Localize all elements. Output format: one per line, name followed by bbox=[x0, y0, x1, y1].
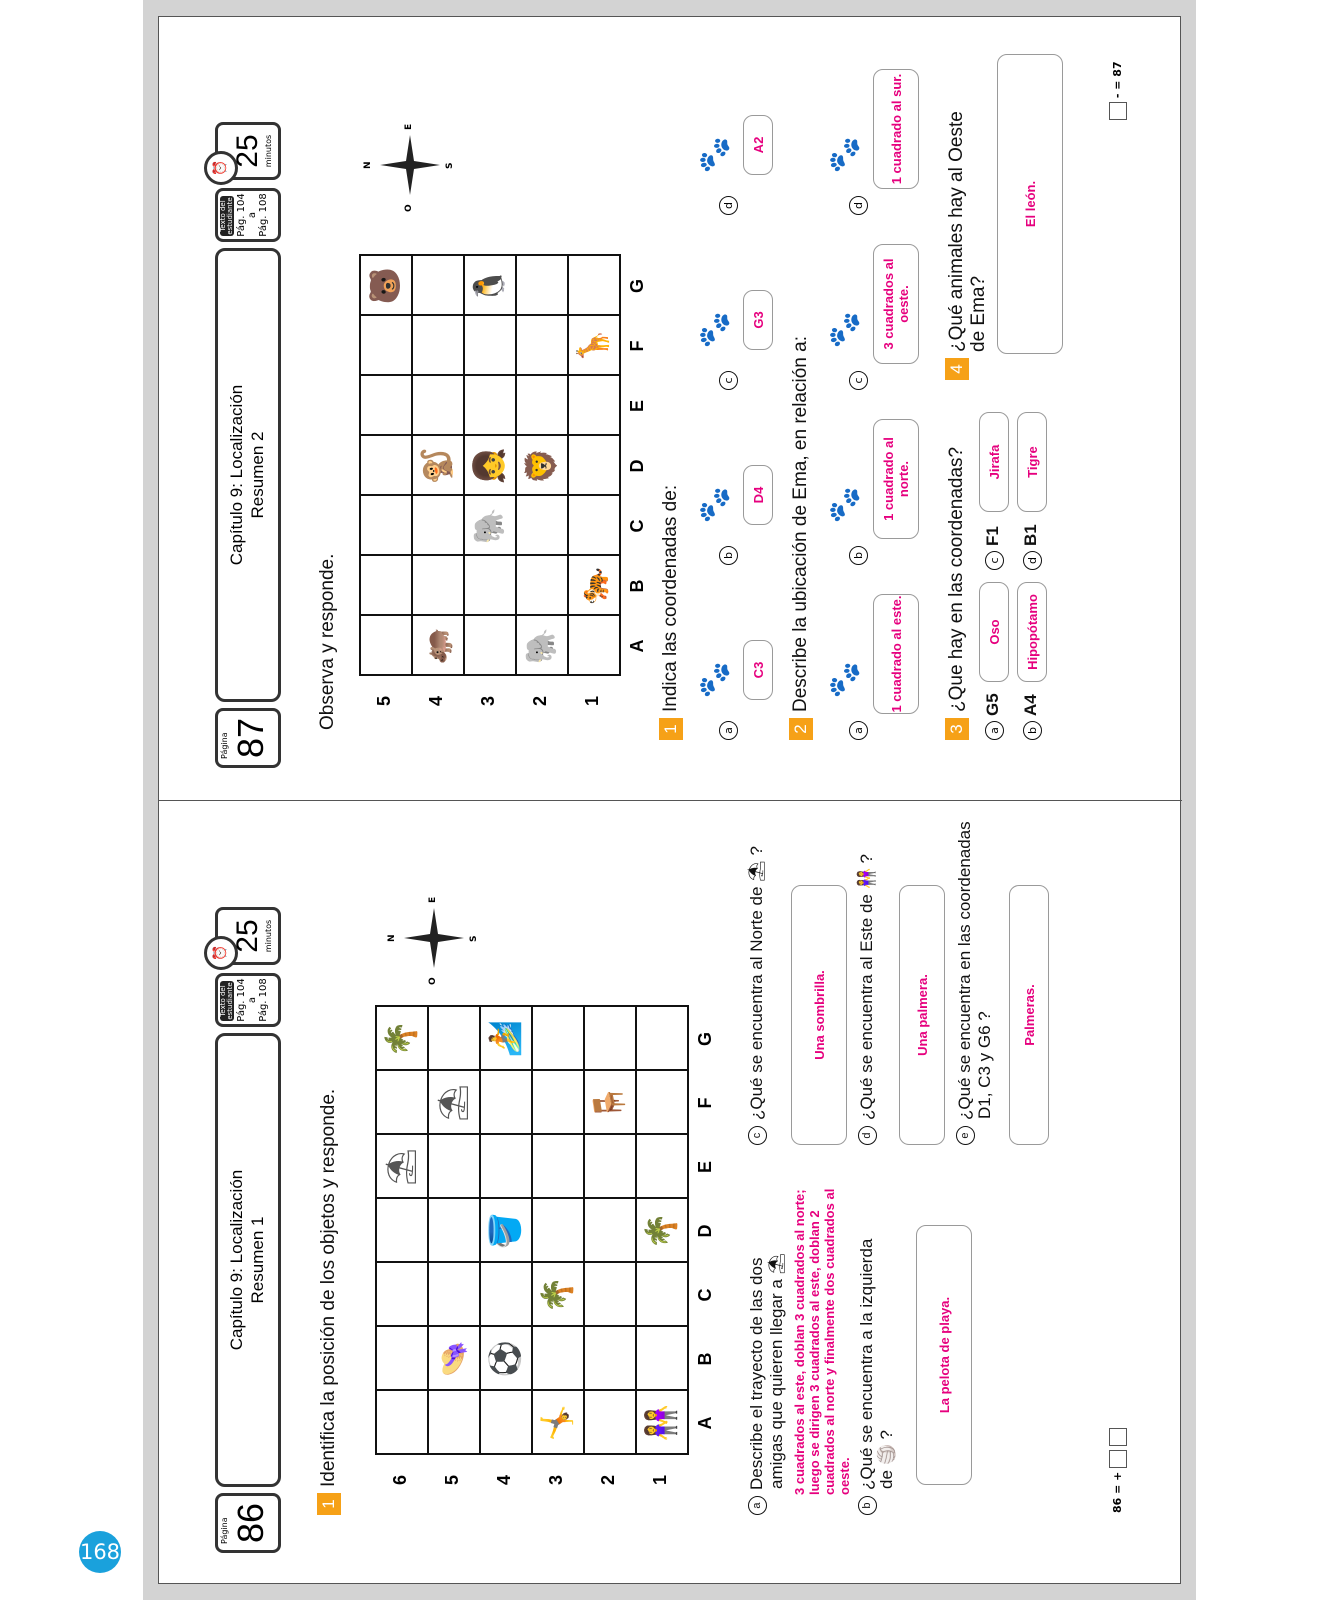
animal-icon: 🐾 bbox=[826, 311, 862, 349]
hippo-icon: 🦛 bbox=[419, 627, 455, 665]
chapter-title-box bbox=[215, 1033, 281, 1487]
palm-tree-icon: 🌴 bbox=[539, 1276, 575, 1314]
time-box bbox=[215, 907, 281, 965]
compass-rose-icon bbox=[363, 123, 455, 212]
grid-cell-E3 bbox=[531, 1133, 585, 1199]
grid-cell-A5 bbox=[427, 1389, 481, 1455]
answer-1-a: C3 bbox=[750, 661, 766, 679]
col-label-F: F bbox=[695, 1097, 715, 1109]
grid-cell-G3 bbox=[531, 1005, 585, 1071]
chapter-title-box bbox=[215, 248, 281, 702]
beach-ball-icon: ⚽ bbox=[487, 1340, 523, 1378]
right-footer bbox=[1109, 61, 1127, 120]
answer-1-d: A2 bbox=[750, 136, 766, 154]
qd-text: ¿Qué se encuentra al Este de bbox=[857, 894, 876, 1120]
answer-2-a-box[interactable] bbox=[873, 594, 919, 714]
answer-3-d-box[interactable] bbox=[1017, 412, 1047, 512]
footer-box-1[interactable] bbox=[1109, 102, 1127, 120]
letter-c: c bbox=[748, 1126, 767, 1145]
umbrella-icon: ⛱ bbox=[767, 1252, 787, 1275]
hat-icon: 👒 bbox=[435, 1340, 471, 1378]
question-3-text: ¿Que hay en las coordenadas? bbox=[946, 446, 968, 712]
grid-cell-B5 bbox=[359, 554, 413, 616]
qc-text: ¿Qué se encuentra al Norte de bbox=[747, 886, 766, 1120]
textbook-reference bbox=[215, 973, 281, 1027]
letter-d: d bbox=[1023, 551, 1042, 570]
question-a bbox=[747, 1135, 787, 1515]
grid-cell-E5 bbox=[359, 374, 413, 436]
coord-d: B1 bbox=[1021, 524, 1040, 546]
question-1-heading bbox=[317, 1089, 341, 1515]
col-label-E: E bbox=[695, 1161, 715, 1174]
ref-line-3: Pág. 108 bbox=[258, 978, 269, 1022]
answer-d: Una palmera. bbox=[914, 974, 930, 1056]
col-label-G: G bbox=[695, 1032, 715, 1047]
answer-a-box[interactable] bbox=[791, 1155, 853, 1495]
answer-1-a-box[interactable] bbox=[743, 640, 773, 700]
page-87 bbox=[159, 17, 1182, 801]
question-1-text: Identifica la posición de los objetos y responde. bbox=[318, 1088, 340, 1487]
question-2-text: Describe la ubicación de Ema, en relación a: bbox=[790, 336, 812, 712]
grid-cell-E3 bbox=[463, 374, 517, 436]
col-label-G: G bbox=[627, 279, 647, 294]
col-label-B: B bbox=[627, 579, 647, 593]
letter-d: d bbox=[849, 196, 868, 215]
friends-icon: 👭 bbox=[857, 868, 876, 890]
grid-cell-B3 bbox=[463, 554, 517, 616]
girl-icon: 👧 bbox=[471, 447, 507, 485]
qa-text-1: Describe el trayecto de las dos bbox=[747, 1257, 766, 1490]
compass-o: O bbox=[428, 977, 438, 985]
footer-box-1[interactable] bbox=[1109, 1450, 1127, 1468]
bear-icon: 🐻 bbox=[367, 267, 403, 305]
grid-cell-B2 bbox=[583, 1325, 637, 1391]
answer-e-box[interactable] bbox=[1009, 885, 1049, 1145]
animal-icon: 🐾 bbox=[826, 486, 862, 524]
deckchair-icon: ⛱ bbox=[747, 860, 766, 882]
letter-c: c bbox=[985, 551, 1004, 570]
grid-cell-G5 bbox=[427, 1005, 481, 1071]
answer-2-c: 3 cuadrados al oeste. bbox=[881, 258, 911, 350]
elephant-icon: 🐾 bbox=[696, 661, 732, 699]
bucket-icon: 🪣 bbox=[487, 1212, 523, 1250]
question-4-text-1: ¿Qué animales hay al Oeste bbox=[946, 111, 968, 352]
question-number-badge: 1 bbox=[659, 718, 683, 740]
grid-cell-C2 bbox=[583, 1261, 637, 1327]
row-label-3: 3 bbox=[478, 696, 498, 707]
monkey-icon: 🐾 bbox=[696, 486, 732, 524]
answer-3-a: Oso bbox=[986, 619, 1002, 645]
time-minutes: 25 bbox=[231, 919, 264, 953]
compass-e: E bbox=[428, 896, 438, 903]
answer-b: La pelota de playa. bbox=[936, 1296, 952, 1414]
ref-line-1: Pág. 104 bbox=[236, 193, 247, 237]
row-label-5: 5 bbox=[442, 1475, 462, 1486]
coordinate-grid bbox=[359, 256, 647, 716]
umbrella-icon: ⛱ bbox=[435, 1083, 471, 1123]
answer-4: El león. bbox=[1022, 180, 1038, 228]
page-number-badge: 168 bbox=[79, 1531, 121, 1573]
grid-cell-C5 bbox=[359, 494, 413, 556]
grid-cell-D5 bbox=[427, 1197, 481, 1263]
tiger-icon: 🐅 bbox=[575, 567, 611, 605]
grid-cell-B2 bbox=[515, 554, 569, 616]
letter-d: d bbox=[858, 1126, 877, 1145]
answer-c-box[interactable] bbox=[791, 885, 847, 1145]
qe-text-2: D1, C3 y G6 ? bbox=[975, 1011, 995, 1119]
time-box bbox=[215, 122, 281, 180]
elephant-icon: 🐾 bbox=[696, 136, 732, 174]
answer-1-c-box[interactable] bbox=[743, 290, 773, 350]
animal-icon: 🐾 bbox=[826, 136, 862, 174]
left-margin bbox=[0, 0, 143, 1600]
question-number-badge: 3 bbox=[945, 718, 969, 740]
question-number-badge: 4 bbox=[945, 358, 969, 380]
footer-equation: - = 87 bbox=[1111, 61, 1124, 99]
page-86 bbox=[159, 801, 1182, 1585]
grid-cell-A5 bbox=[359, 614, 413, 676]
answer-2-d-box[interactable] bbox=[873, 69, 919, 189]
workbook-spread bbox=[158, 16, 1181, 1584]
answer-b-box[interactable] bbox=[916, 1225, 972, 1485]
friends-icon: 👭 bbox=[643, 1404, 679, 1442]
coord-a: G5 bbox=[983, 693, 1002, 716]
answer-d-box[interactable] bbox=[899, 885, 945, 1145]
grid-cell-F2 bbox=[515, 314, 569, 376]
book-icon: Texto del estudiante bbox=[219, 982, 234, 1020]
left-footer bbox=[1109, 1428, 1127, 1513]
letter-c: c bbox=[849, 371, 868, 390]
grid-cell-A2 bbox=[583, 1389, 637, 1455]
qb-text-2: de bbox=[877, 1470, 897, 1489]
grid-cell-B1 bbox=[635, 1325, 689, 1391]
grid-cell-A6 bbox=[375, 1389, 429, 1455]
grid-cell-F4 bbox=[411, 314, 465, 376]
letter-a: a bbox=[985, 721, 1004, 740]
chapter-title: Capítulo 9: Localización bbox=[227, 1169, 246, 1351]
grid-cell-D2 bbox=[583, 1197, 637, 1263]
question-4-heading bbox=[945, 111, 989, 380]
question-3-heading bbox=[945, 447, 969, 740]
row-label-2: 2 bbox=[598, 1475, 618, 1486]
answer-a: 3 cuadrados al este, doblan 3 cuadrados al norte; luego se dirigen 3 cuadrados al este, doblan 2 cuadrados al norte y finalmente dos cuadrados al oeste. bbox=[792, 1188, 852, 1495]
answer-4-box[interactable] bbox=[997, 54, 1063, 354]
question-1-heading bbox=[659, 485, 683, 740]
pagina-number: 87 bbox=[230, 717, 271, 758]
compass-e: E bbox=[404, 123, 414, 130]
question-c: c¿Qué se encuentra al Norte de ⛱ ? bbox=[747, 805, 767, 1145]
grid-cell-E1 bbox=[567, 374, 621, 436]
answer-2-c-box[interactable] bbox=[873, 244, 919, 364]
col-label-D: D bbox=[627, 459, 647, 473]
grid-cell-E5 bbox=[427, 1133, 481, 1199]
grid-cell-C1 bbox=[567, 494, 621, 556]
pagina-number: 86 bbox=[230, 1502, 271, 1543]
grid-cell-F3 bbox=[531, 1069, 585, 1135]
answer-3-c-box[interactable] bbox=[979, 412, 1009, 512]
col-label-D: D bbox=[695, 1224, 715, 1238]
question-b: b¿Qué se encuentra a la izquierda de 🏐 ? bbox=[857, 1135, 897, 1515]
palm-tree-icon: 🌴 bbox=[643, 1212, 679, 1250]
grid-cell-A4 bbox=[479, 1389, 533, 1455]
chapter-subtitle: Resumen 2 bbox=[248, 431, 267, 519]
rotated-content bbox=[159, 17, 1182, 1585]
pagina-label: Página bbox=[220, 732, 229, 759]
ref-line-3: Pág. 108 bbox=[258, 193, 269, 237]
hat-icon: 🏐 bbox=[877, 1444, 897, 1466]
col-label-A: A bbox=[627, 639, 647, 653]
ref-line-1: Pág. 104 bbox=[236, 978, 247, 1022]
grid-cell-D5 bbox=[359, 434, 413, 496]
grid-cell-E2 bbox=[515, 374, 569, 436]
grid-cell-E4 bbox=[479, 1133, 533, 1199]
giraffe-icon: 🦒 bbox=[575, 327, 611, 365]
ref-line-2: a bbox=[247, 996, 258, 1004]
penguin-icon: 🐧 bbox=[471, 267, 507, 305]
answer-2-a: 1 cuadrado al este. bbox=[888, 595, 904, 713]
question-number-badge: 2 bbox=[789, 718, 813, 740]
ref-line-2: a bbox=[247, 211, 258, 219]
deckchair-icon: 🪑 bbox=[591, 1084, 627, 1122]
letter-e: e bbox=[956, 1126, 975, 1145]
letter-b: b bbox=[719, 546, 738, 565]
grid-cell-C5 bbox=[427, 1261, 481, 1327]
coord-c: F1 bbox=[983, 526, 1002, 546]
grid-cell-B6 bbox=[375, 1325, 429, 1391]
answer-3-c: Jirafa bbox=[986, 444, 1002, 480]
row-label-5: 5 bbox=[374, 696, 394, 707]
umbrella-icon: ⛱ bbox=[383, 1147, 419, 1187]
row-label-3: 3 bbox=[546, 1475, 566, 1486]
letter-b: b bbox=[1023, 721, 1042, 740]
lion-icon: 🦁 bbox=[523, 447, 559, 485]
row-label-2: 2 bbox=[530, 696, 550, 707]
grid-cell-C2 bbox=[515, 494, 569, 556]
coordinate-grid bbox=[375, 995, 715, 1495]
question-2-items bbox=[819, 40, 929, 740]
row-label-4: 4 bbox=[426, 696, 446, 707]
letter-c: c bbox=[719, 371, 738, 390]
page-number-box bbox=[215, 1493, 281, 1553]
grid-cell-F6 bbox=[375, 1069, 429, 1135]
footer-box-2[interactable] bbox=[1109, 1428, 1127, 1446]
answer-2-b-box[interactable] bbox=[873, 419, 919, 539]
qb-text-1: ¿Qué se encuentra a la izquierda bbox=[857, 1238, 876, 1490]
elephant-icon: 🐘 bbox=[471, 507, 507, 545]
time-unit: minutos bbox=[264, 134, 273, 168]
question-number-badge: 1 bbox=[317, 1493, 341, 1515]
row-label-1: 1 bbox=[650, 1475, 670, 1486]
swimmer-icon: 🏄 bbox=[487, 1020, 523, 1058]
col-label-E: E bbox=[627, 400, 647, 413]
alarm-clock-icon: ⏰ bbox=[204, 936, 238, 970]
page-number-box bbox=[215, 708, 281, 768]
answer-3-b: Hipopótamo bbox=[1024, 594, 1040, 670]
grid-cell-A1 bbox=[567, 614, 621, 676]
animal-icon: 🐾 bbox=[826, 661, 862, 699]
intro-heading bbox=[317, 554, 339, 730]
answer-e: Palmeras. bbox=[1021, 984, 1037, 1046]
compass-n: N bbox=[363, 161, 373, 169]
qa-text-2: amigas que quieren llegar a bbox=[767, 1279, 787, 1489]
grid-cell-E2 bbox=[583, 1133, 637, 1199]
letter-a: a bbox=[748, 1496, 767, 1515]
grid-cell-C4 bbox=[479, 1261, 533, 1327]
grid-cell-E4 bbox=[411, 374, 465, 436]
answer-1-d-box[interactable] bbox=[743, 115, 773, 175]
monkey-icon: 🐒 bbox=[419, 447, 455, 485]
intro-text: Observa y responde. bbox=[317, 553, 338, 730]
grid-cell-A3 bbox=[463, 614, 517, 676]
answer-1-c: G3 bbox=[750, 311, 766, 329]
grid-cell-G1 bbox=[635, 1005, 689, 1071]
question-3-items bbox=[979, 380, 1059, 740]
question-4-text-2: de Ema? bbox=[968, 275, 989, 352]
coord-b: A4 bbox=[1021, 694, 1040, 716]
col-label-C: C bbox=[627, 519, 647, 533]
book-icon: Texto del estudiante bbox=[219, 197, 234, 235]
grid-cell-F4 bbox=[479, 1069, 533, 1135]
letter-b: b bbox=[858, 1496, 877, 1515]
compass-s: S bbox=[445, 162, 455, 169]
answer-3-d: Tigre bbox=[1024, 446, 1040, 478]
grid-cell-B3 bbox=[531, 1325, 585, 1391]
answer-2-d: 1 cuadrado al sur. bbox=[888, 73, 904, 185]
question-2-heading bbox=[789, 336, 813, 740]
grid-cell-F1 bbox=[635, 1069, 689, 1135]
letter-a: a bbox=[719, 721, 738, 740]
col-label-F: F bbox=[627, 340, 647, 352]
question-e bbox=[955, 805, 995, 1145]
answer-1-b-box[interactable] bbox=[743, 465, 773, 525]
row-label-6: 6 bbox=[390, 1475, 410, 1486]
elephant-icon: 🐘 bbox=[523, 627, 559, 665]
letter-a: a bbox=[849, 721, 868, 740]
grid-cell-C6 bbox=[375, 1261, 429, 1327]
answer-3-a-box[interactable] bbox=[979, 582, 1009, 682]
answer-1-b: D4 bbox=[750, 486, 766, 504]
answer-3-b-box[interactable] bbox=[1017, 582, 1047, 682]
question-d: d¿Qué se encuentra al Este de 👭 ? bbox=[857, 805, 877, 1145]
chapter-subtitle: Resumen 1 bbox=[248, 1216, 267, 1304]
answer-c: Una sombrilla. bbox=[811, 970, 827, 1060]
grid-cell-C4 bbox=[411, 494, 465, 556]
grid-cell-D1 bbox=[567, 434, 621, 496]
col-label-A: A bbox=[695, 1416, 715, 1430]
grid-cell-F5 bbox=[359, 314, 413, 376]
grid-cell-G4 bbox=[411, 254, 465, 316]
letter-d: d bbox=[719, 196, 738, 215]
grid-cell-B4 bbox=[411, 554, 465, 616]
grid-cell-F3 bbox=[463, 314, 517, 376]
letter-b: b bbox=[849, 546, 868, 565]
grid-cell-D6 bbox=[375, 1197, 429, 1263]
grid-cell-D3 bbox=[531, 1197, 585, 1263]
grid-cell-G2 bbox=[583, 1005, 637, 1071]
compass-s: S bbox=[469, 935, 479, 942]
col-label-C: C bbox=[695, 1288, 715, 1302]
qe-text-1: ¿Qué se encuentra en las coordenadas bbox=[955, 821, 974, 1120]
palm-tree-icon: 🌴 bbox=[383, 1020, 419, 1058]
question-1-text: Indica las coordenadas de: bbox=[660, 484, 682, 712]
footer-equation: 86 = + bbox=[1111, 1471, 1124, 1513]
textbook-reference bbox=[215, 188, 281, 242]
grid-cell-E1 bbox=[635, 1133, 689, 1199]
compass-rose-icon bbox=[387, 896, 479, 985]
col-label-B: B bbox=[695, 1352, 715, 1366]
row-label-4: 4 bbox=[494, 1475, 514, 1486]
grid-cell-G1 bbox=[567, 254, 621, 316]
row-label-1: 1 bbox=[582, 696, 602, 707]
penguin-icon: 🐾 bbox=[696, 311, 732, 349]
compass-o: O bbox=[404, 204, 414, 212]
alarm-clock-icon: ⏰ bbox=[204, 151, 238, 185]
pagina-label: Página bbox=[220, 1517, 229, 1544]
girl-icon: 🤸 bbox=[539, 1404, 575, 1442]
grid-cell-C1 bbox=[635, 1261, 689, 1327]
grid-cell-G2 bbox=[515, 254, 569, 316]
time-minutes: 25 bbox=[231, 134, 264, 168]
answer-2-b: 1 cuadrado al norte. bbox=[881, 437, 911, 521]
time-unit: minutos bbox=[264, 919, 273, 953]
chapter-title: Capítulo 9: Localización bbox=[227, 384, 246, 566]
compass-n: N bbox=[387, 934, 397, 942]
question-1-items bbox=[689, 40, 779, 740]
